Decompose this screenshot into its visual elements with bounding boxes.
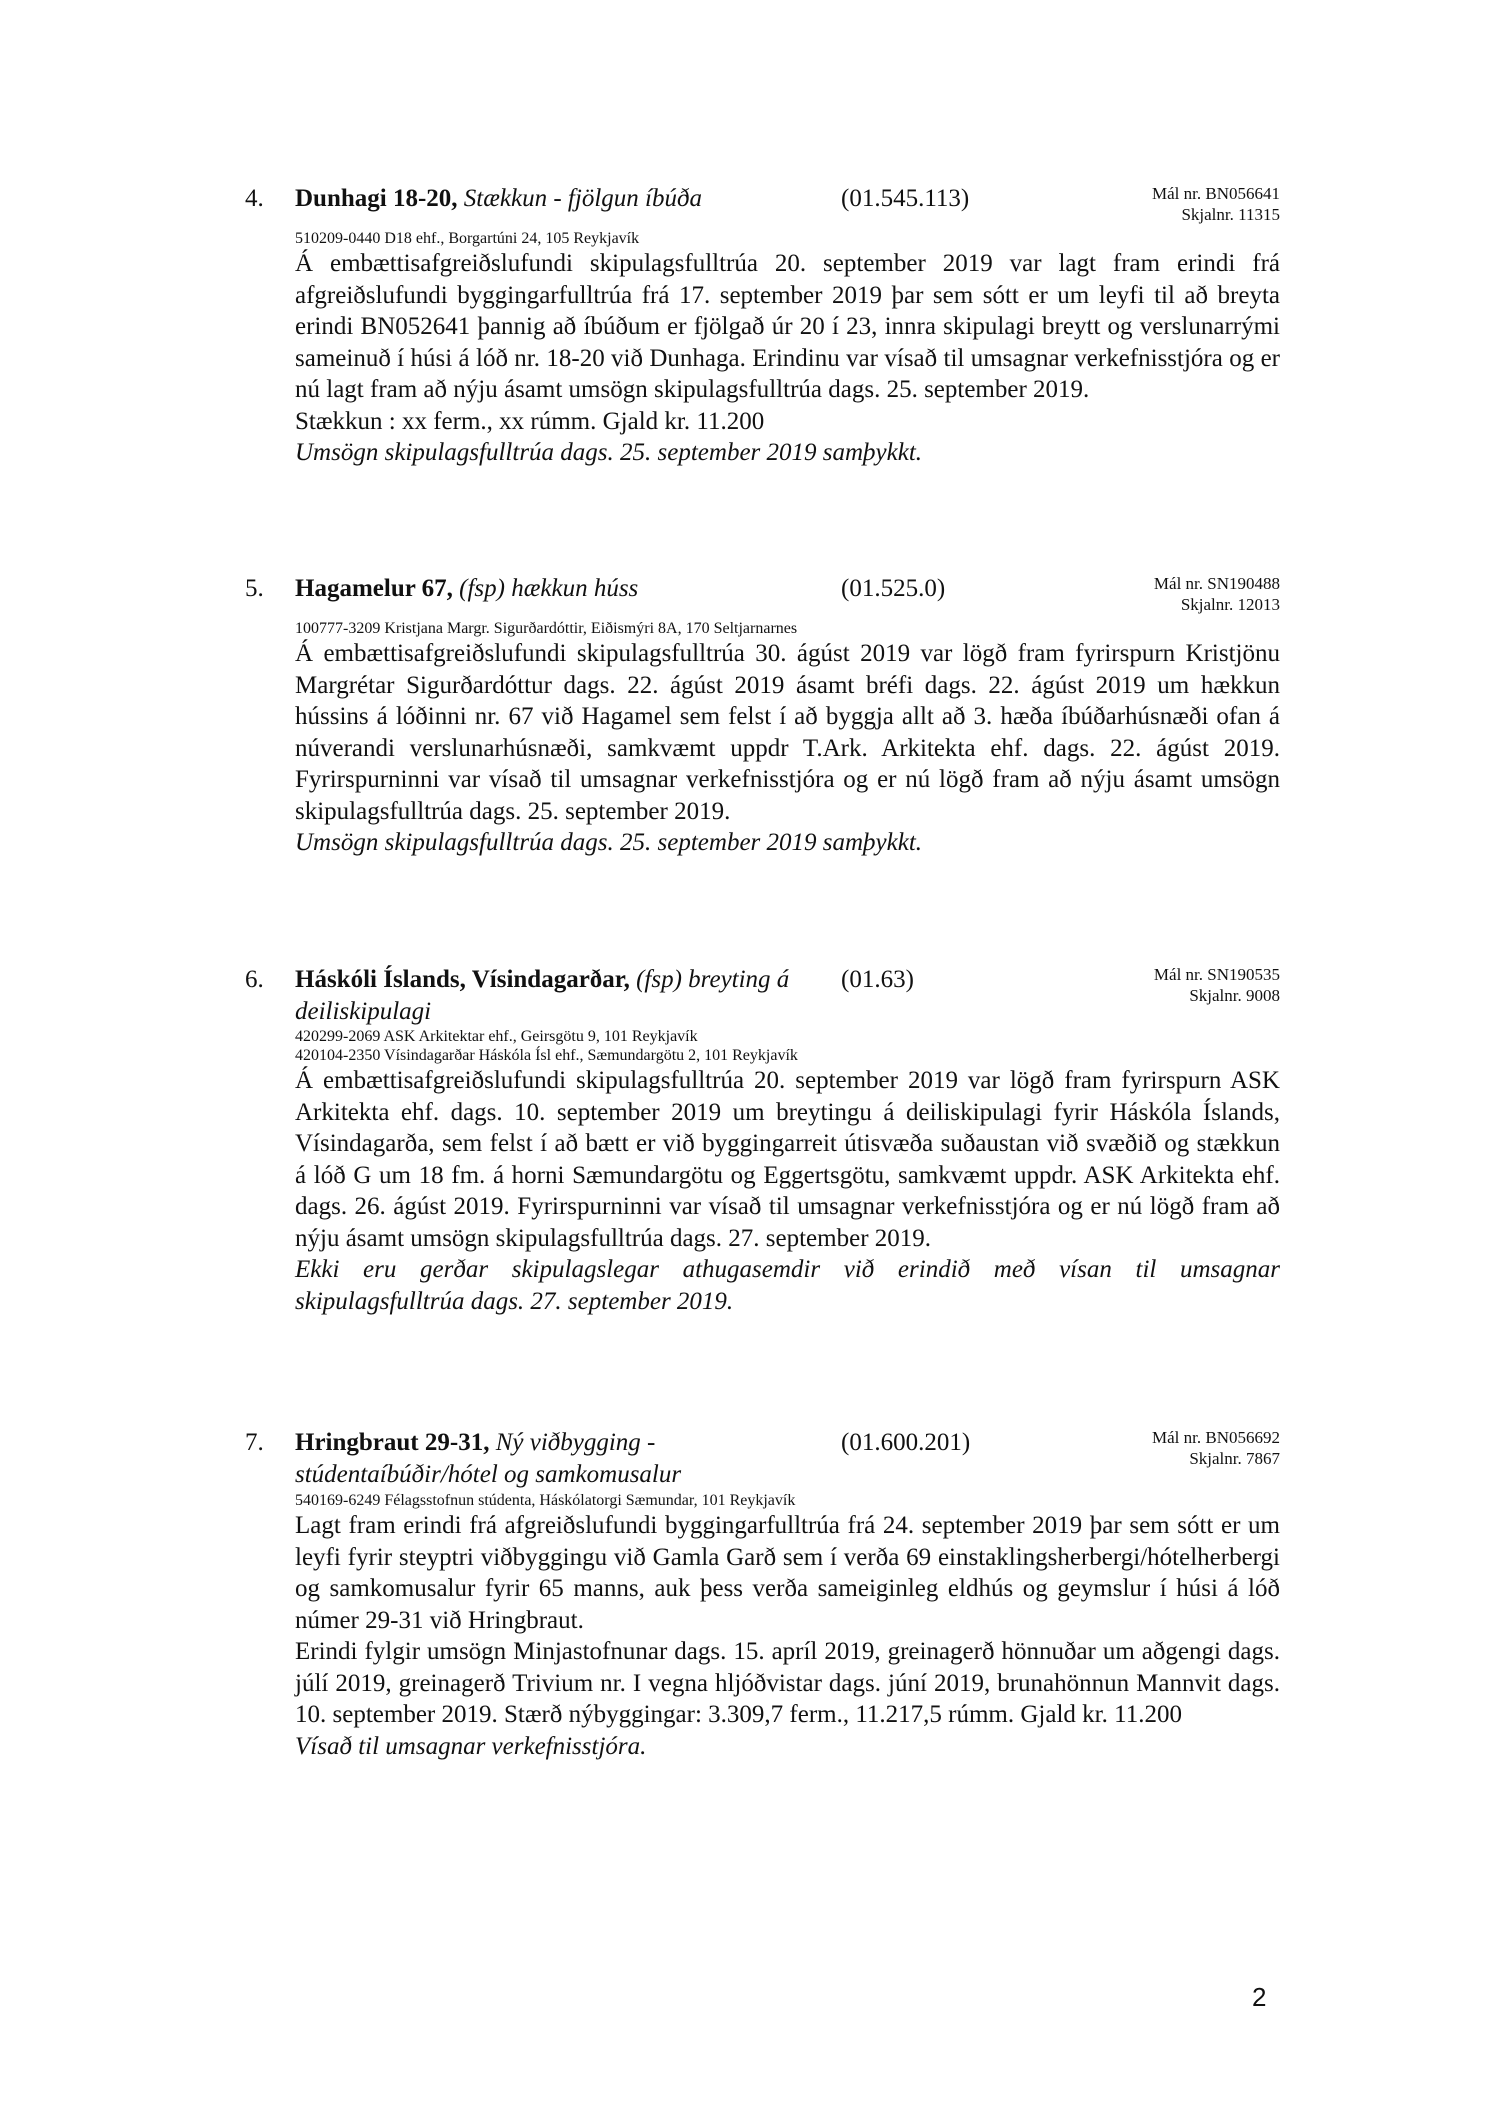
- applicant: 420104-2350 Vísindagarðar Háskóla Ísl ehf., Sæmundargötu 2, 101 Reykjavík: [295, 1047, 798, 1064]
- case-number: Mál nr. SN190488: [1153, 574, 1280, 593]
- decision: Vísað til umsagnar verkefnisstjóra.: [295, 1732, 647, 1760]
- register-number: Skjalnr. 9008: [1189, 986, 1280, 1005]
- paragraph: Á embættisafgreiðslufundi skipulagsfulltrúa 20. september 2019 var lögð fram fyrirspurn ASK Arkitekta ehf. dags. 10. september 2019 um breytingu á deiliskipulagi fyrir Háskóla Íslands, Vísindagarða, sem felst í að bætt er við byggingarreit útisvæða suðaustan við svæðið og stækkun á lóð G um 18 fm. á horni Sæmundargötu og Eggertsgötu, samkvæmt uppdr. ASK Arkitekta ehf. dags. 26. ágúst 2019. Fyrirspurninni var vísað til umsagnar verkefnisstjóra og er nú lögð fram að nýju ásamt umsögn skipulagsfulltrúa dags. 27. september 2019.: [295, 1067, 1280, 1252]
- land-id: (01.545.113): [841, 185, 970, 212]
- paragraph: Á embættisafgreiðslufundi skipulagsfulltrúa 30. ágúst 2019 var lögð fram fyrirspurn Kristjönu Margrétar Sigurðardóttur dags. 22. ágúst 2019 ásamt bréfi dags. 22. ágúst 2019 um hækkun hússins á lóðinni nr. 67 við Hagamel sem felst í að byggja allt að 3. hæða íbúðarhúsnæði ofan á núverandi verslunarhúsnæði, samkvæmt uppdr T.Ark. Arkitekta ehf. dags. 22. ágúst 2019. Fyrirspurninni var vísað til umsagnar verkefnisstjóra og er nú lögð fram að nýju ásamt umsögn skipulagsfulltrúa dags. 25. september 2019.: [295, 640, 1280, 825]
- paragraph: Erindi fylgir umsögn Minjastofnunar dags. 15. apríl 2019, greinagerð hönnuðar um aðgengi dags. júlí 2019, greinagerð Trivium nr. I vegna hljóðvistar dags. júní 2019, brunahönnun Mannvit dags. 10. september 2019. Stærð nýbyggingar: 3.309,7 ferm., 11.217,5 rúmm. Gjald kr. 11.200: [295, 1638, 1280, 1728]
- item-body: [295, 1027, 1280, 1317]
- page-number: 2: [1252, 1982, 1267, 2012]
- paragraph: Lagt fram erindi frá afgreiðslufundi byggingarfulltrúa frá 24. september 2019 þar sem sótt er um leyfi fyrir steyptri viðbyggingu við Gamla Garð sem í verða 69 einstaklingsherbergi/hótelherbergi og samkomusalur fyrir 65 manns, auk þess verða sameiginleg eldhús og geymslur í húsi á lóð númer 29-31 við Hringbraut.: [295, 1512, 1280, 1634]
- item-body: [295, 619, 1280, 859]
- item-address: Hagamelur 67,: [295, 575, 453, 602]
- item-address: Háskóli Íslands, Vísindagarðar,: [295, 966, 630, 993]
- applicant: 540169-6249 Félagsstofnun stúdenta, Háskólatorgi Sæmundar, 101 Reykjavík: [295, 1492, 796, 1509]
- item-subject: (fsp) breyting á deiliskipulagi: [295, 966, 790, 1025]
- reference-block: [1154, 964, 1280, 1006]
- item-subject: Stækkun - fjölgun íbúða: [463, 185, 702, 212]
- item-number: 4.: [245, 185, 264, 212]
- register-number: Skjalnr. 7867: [1189, 1449, 1280, 1468]
- item-address: Dunhagi 18-20,: [295, 185, 458, 212]
- land-id: (01.63): [841, 966, 914, 993]
- applicant: 420299-2069 ASK Arkitektar ehf., Geirsgötu 9, 101 Reykjavík: [295, 1028, 698, 1045]
- decision: Ekki eru gerðar skipulagslegar athugasemdir við erindið með vísan til umsagnar skipulagsfulltrúa dags. 27. september 2019.: [295, 1256, 1280, 1315]
- item-number: 6.: [245, 966, 264, 993]
- item-heading: [295, 964, 815, 1028]
- land-id: (01.600.201): [841, 1429, 971, 1456]
- item-number: 7.: [245, 1429, 264, 1456]
- item-body: [295, 1491, 1280, 1762]
- case-number: Mál nr. BN056641: [1152, 184, 1280, 203]
- applicant: 100777-3209 Kristjana Margr. Sigurðardóttir, Eiðismýri 8A, 170 Seltjarnarnes: [295, 620, 798, 637]
- item-heading: [295, 573, 840, 605]
- item-number: 5.: [245, 575, 264, 602]
- item-address: Hringbraut 29-31,: [295, 1429, 490, 1456]
- land-id: (01.525.0): [841, 575, 946, 602]
- item-heading: [295, 1427, 805, 1491]
- item-body: [295, 229, 1280, 469]
- reference-block: [1152, 1427, 1280, 1469]
- item-subject: Ný viðbygging - stúdentaíbúðir/hótel og samkomusalur: [295, 1429, 682, 1488]
- applicant: 510209-0440 D18 ehf., Borgartúni 24, 105 Reykjavík: [295, 230, 640, 247]
- decision: Umsögn skipulagsfulltrúa dags. 25. september 2019 samþykkt.: [295, 439, 923, 466]
- register-number: Skjalnr. 12013: [1180, 595, 1280, 614]
- register-number: Skjalnr. 11315: [1181, 205, 1280, 224]
- item-heading: [295, 183, 840, 215]
- paragraph: Á embættisafgreiðslufundi skipulagsfulltrúa 20. september 2019 var lagt fram erindi frá afgreiðslufundi byggingarfulltrúa frá 17. september 2019 þar sem sótt er um leyfi til að breyta erindi BN052641 þannig að íbúðum er fjölgað úr 20 í 23, innra skipulagi breytt og verslunarrými sameinuð í húsi á lóð nr. 18-20 við Dunhaga. Erindinu var vísað til umsagnar verkefnisstjóra og er nú lagt fram að nýju ásamt umsögn skipulagsfulltrúa dags. 25. september 2019.: [295, 250, 1280, 403]
- item-subject: (fsp) hækkun húss: [459, 575, 639, 602]
- paragraph: Stækkun : xx ferm., xx rúmm. Gjald kr. 11.200: [295, 407, 765, 435]
- case-number: Mál nr. BN056692: [1152, 1428, 1280, 1447]
- decision: Umsögn skipulagsfulltrúa dags. 25. september 2019 samþykkt.: [295, 829, 923, 856]
- reference-block: [1154, 573, 1280, 615]
- reference-block: [1152, 183, 1280, 225]
- case-number: Mál nr. SN190535: [1153, 965, 1280, 984]
